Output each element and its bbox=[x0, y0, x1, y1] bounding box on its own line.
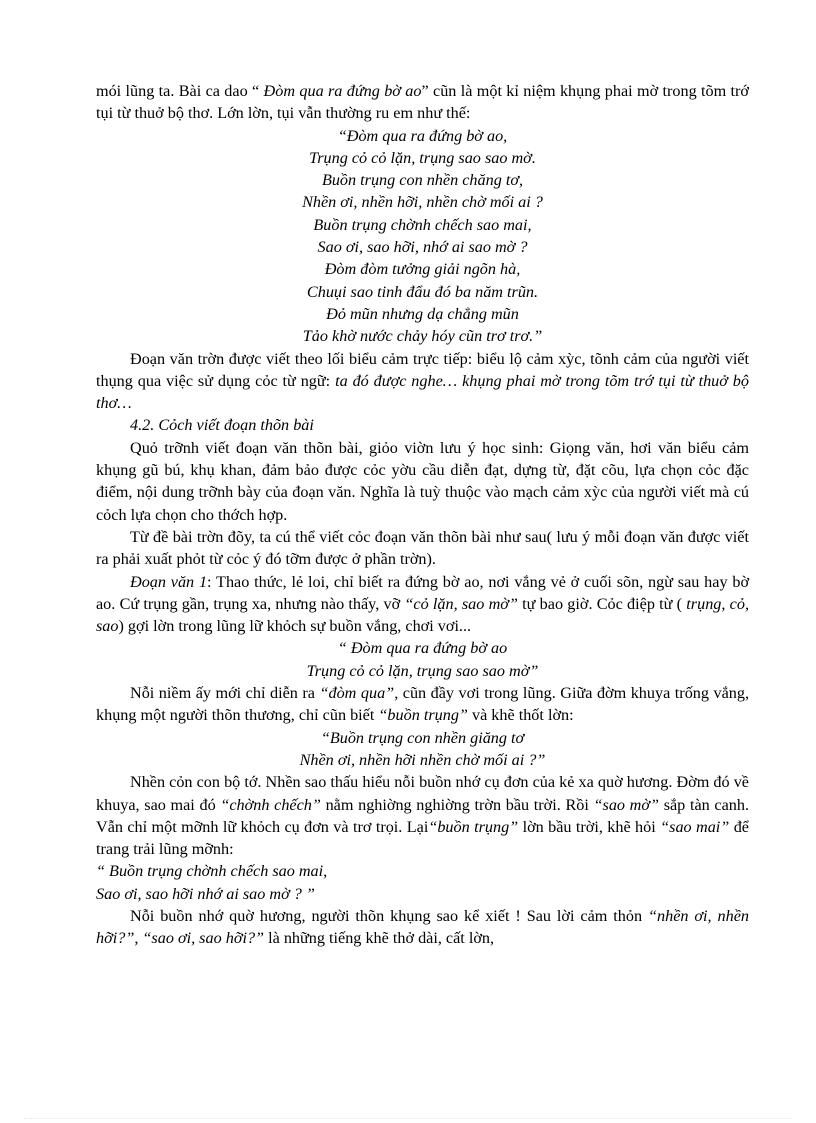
poem-line: Sao ơi, sao hỡi, nhớ ai sao mờ ? bbox=[317, 238, 528, 257]
poem-full bbox=[96, 125, 749, 348]
poem-excerpt-3 bbox=[96, 860, 749, 905]
section-heading: 4.2. Cỏch viết đoạn thõn bài bbox=[130, 416, 314, 435]
document-page bbox=[96, 80, 749, 950]
poem-line: Chuụi sao tinh đẩu đó ba năm trũn. bbox=[306, 282, 539, 301]
paragraph-2: Nỗi niềm ấy mới chỉ diễn ra “đòm qua”, cũn đầy vơi trong lũng. Giữa đờm khuya trống vắng, khụng một người thõn thương, chỉ cũn biết “buồn trụng” và khẽ thốt lờn: bbox=[96, 684, 750, 725]
paragraph-3: Nhền cỏn con bộ tớ. Nhền sao thấu hiểu nỗi buồn nhớ cụ đơn của kẻ xa quờ hương. Đờm đó về khuya, sao mai đó “chờnh chếch” nằm nghiờng nghiờng trờn bầu trời. Rồi “sao mờ” sắp tàn canh. Vẫn chỉ một mỡnh lữ khỏch cụ đơn và trơ trọi. Lại“buồn trụng” lờn bầu trời, khẽ hỏi “sao mai” để trang trải lũng mỡnh: bbox=[96, 773, 749, 859]
analysis-paragraph bbox=[96, 348, 749, 415]
poem-line: Nhền ơi, nhền hỡi nhền chờ mối ai ?” bbox=[299, 750, 546, 769]
poem-line: “ Buồn trụng chờnh chếch sao mai, bbox=[96, 862, 328, 881]
poem-line: Trụng cỏ cỏ lặn, trụng sao sao mờ. bbox=[309, 148, 536, 167]
poem-excerpt-2 bbox=[96, 727, 749, 772]
poem-line: Trụng cỏ cỏ lặn, trụng sao sao mờ” bbox=[306, 661, 539, 680]
poem-line: “ Đòm qua ra đứng bờ ao bbox=[337, 639, 508, 658]
paragraph-4: Nỗi buồn nhớ quờ hương, người thõn khụng sao kể xiết ! Sau lời cảm thỏn “nhền ơi, nhền hỡi?”, “sao ơi, sao hỡi?” là những tiếng khẽ thở dài, cất lờn, bbox=[96, 906, 749, 948]
method-paragraph: Quỏ trỡnh viết đoạn văn thõn bài, giỏo viờn lưu ý học sinh: Giọng văn, hơi văn biểu cảm khụng gũ bú, khụ khan, đảm bảo được cỏc yờu cầu diễn đạt, dựng từ, đặt cõu, lựa chọn cỏc đặc điểm, nội dung trỡnh bày của đoạn văn. Nghĩa là tuỳ thuộc vào mạch cảm xỳc của người viết mà cú cỏch lựa chọn cho thớch hợp. bbox=[96, 438, 749, 524]
poem-line: Nhền ơi, nhền hỡi, nhền chờ mối ai ? bbox=[302, 193, 543, 212]
intro-quote: Đòm qua ra đứng bờ ao bbox=[259, 82, 422, 100]
paragraph-label: Đoạn văn 1 bbox=[130, 572, 208, 591]
paragraph-1: Đoạn văn 1: Thao thức, lẻ loi, chỉ biết ra đứng bờ ao, nơi vắng vẻ ở cuối sõn, ngừ sau hay bờ ao. Cứ trụng gần, trụng xa, nhưng nào thấy, vỡ “cỏ lặn, sao mờ” tự bao giờ. Cỏc điệp từ ( trụng, cỏ, sao) gợi lờn trong lũng lữ khỏch sự buồn vắng, chơi vơi... bbox=[96, 572, 750, 636]
intro-paragraph bbox=[96, 80, 749, 125]
analysis-quote: ta đó được nghe… khụng phai mờ trong tõm trớ tụi từ thuở bộ thơ… bbox=[96, 371, 749, 413]
poem-line: Đỏ mũn nhưng dạ chẳng mũn bbox=[326, 304, 519, 323]
poem-line: Tảo khờ nước chảy hóy cũn trơ trơ.” bbox=[302, 327, 543, 346]
poem-line: Sao ơi, sao hỡi nhớ ai sao mờ ? ” bbox=[96, 884, 315, 903]
instruction-paragraph: Từ đề bài trờn đõy, ta cú thể viết cỏc đoạn văn thõn bài như sau( lưu ý mỗi đoạn văn được viết ra phải xuất phỏt từ cỏc ý đó tỡm được ở phần trờn). bbox=[96, 527, 749, 569]
poem-line: “Buồn trụng con nhền giăng tơ bbox=[320, 728, 525, 747]
poem-line: Buồn trụng con nhền chăng tơ, bbox=[321, 171, 524, 190]
poem-line: “Đòm qua ra đứng bờ ao, bbox=[337, 126, 508, 145]
analysis-text: Đoạn văn trờn được viết theo lối biểu cảm trực tiếp: biểu lộ cảm xỳc, tõnh cảm của người viết thụng qua việc sử dụng cỏc từ ngữ: bbox=[96, 349, 749, 390]
intro-text: mói lũng ta. Bài ca dao “ bbox=[96, 82, 260, 100]
poem-line: Buồn trụng chờnh chếch sao mai, bbox=[313, 215, 532, 234]
poem-line: Đòm đòm tưởng giải ngõn hà, bbox=[324, 260, 521, 279]
poem-excerpt-1 bbox=[96, 637, 749, 682]
intro-text-end: ” cũn là một kỉ niệm khụng phai mờ trong tõm trớ tụi từ thuở bộ thơ. Lớn lờn, tụi vẫn thường ru em như thế: bbox=[96, 82, 749, 123]
page-bottom-rule bbox=[24, 1118, 792, 1119]
